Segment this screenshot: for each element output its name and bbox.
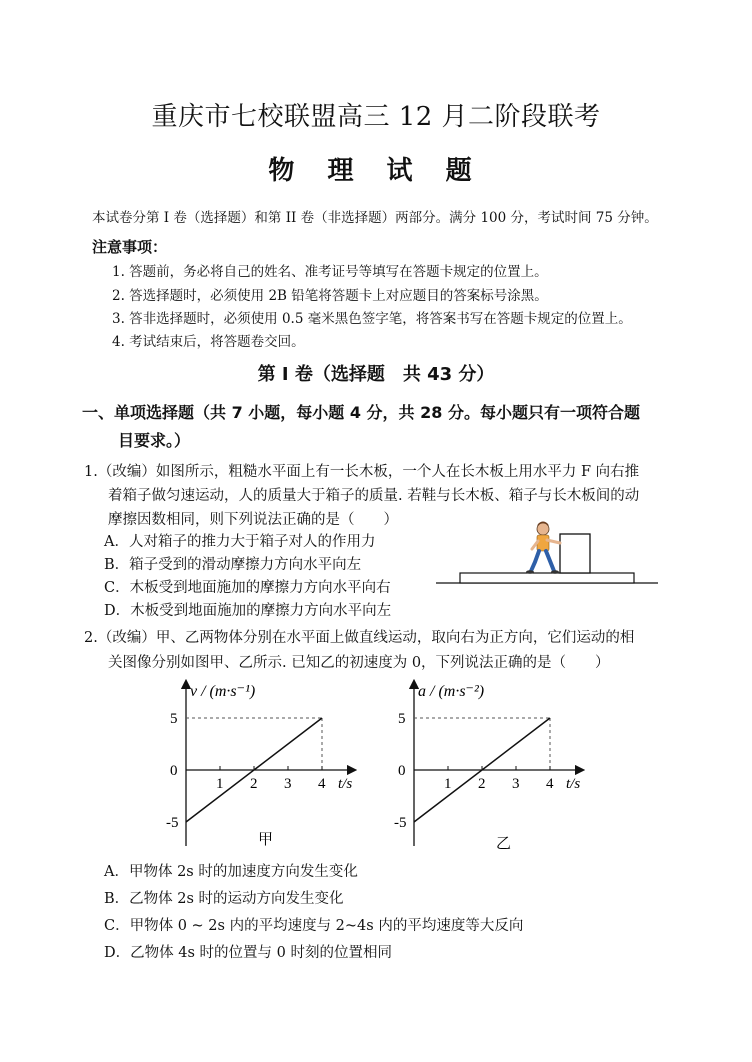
notice-item: 1. 答题前，务必将自己的姓名、准考证号等填写在答题卡规定的位置上。 <box>112 264 548 280</box>
y-tick-label: -5 <box>394 815 407 831</box>
long-board <box>460 573 634 583</box>
x-tick-label: 1 <box>444 776 452 792</box>
exam-intro: 本试卷分第 I 卷（选择题）和第 II 卷（非选择题）两部分。满分 100 分，考试时间 75 分钟。 <box>92 210 658 226</box>
section-heading: 一、单项选择题（共 7 小题，每小题 4 分，共 28 分。每小题只有一项符合题 <box>82 403 640 422</box>
question-1-line: 着箱子做匀速运动，人的质量大于箱子的质量. 若鞋与长木板、箱子与长木板间的动 <box>108 488 640 504</box>
question-1-option-c: C．木板受到地面施加的摩擦力方向水平向右 <box>104 580 391 596</box>
question-1-figure <box>432 516 662 588</box>
notice-item: 4. 考试结束后，将答题卷交回。 <box>112 334 305 350</box>
x-tick-label: 2 <box>478 776 486 792</box>
chart-yi <box>388 676 608 856</box>
y-axis-label: v / (m·s⁻¹) <box>190 683 256 700</box>
y-tick-label: -5 <box>166 815 179 831</box>
y-tick-label: 5 <box>170 711 178 727</box>
question-2-line: 2.（改编）甲、乙两物体分别在水平面上做直线运动，取向右为正方向，它们运动的相 <box>84 630 635 646</box>
x-tick-label: 1 <box>216 776 224 792</box>
chart-jia <box>160 676 380 856</box>
section-heading-cont: 目要求。） <box>118 431 191 450</box>
exam-subject: 物 理 试 题 <box>268 156 484 186</box>
question-1-option-b: B．箱子受到的滑动摩擦力方向水平向左 <box>104 557 362 573</box>
notice-item: 2. 答选择题时，必须使用 2B 铅笔将答题卡上对应题目的答案标号涂黑。 <box>112 288 548 304</box>
x-tick-label: 4 <box>546 776 554 792</box>
x-tick-label: 3 <box>512 776 520 792</box>
y-tick-label: 0 <box>398 763 406 779</box>
question-1-option-d: D．木板受到地面施加的摩擦力方向水平向左 <box>104 603 392 619</box>
x-axis-label: t/s <box>566 776 581 792</box>
x-tick-label: 2 <box>250 776 258 792</box>
chart-caption: 甲 <box>258 832 274 848</box>
question-1-line: 摩擦因数相同，则下列说法正确的是（ ） <box>108 512 398 528</box>
y-axis-label: a / (m·s⁻²) <box>418 683 485 700</box>
question-1-line: 1.（改编）如图所示，粗糙水平面上有一长木板，一个人在长木板上用水平力 F 向右推 <box>84 464 640 480</box>
question-1-option-a: A．人对箱子的推力大于箱子对人的作用力 <box>104 534 376 550</box>
part-one-title: 第 I 卷（选择题 共 43 分） <box>257 364 495 385</box>
notice-item: 3. 答非选择题时，必须使用 0.5 毫米黑色签字笔，将答案书写在答题卡规定的位置上。 <box>112 311 632 327</box>
y-tick-label: 5 <box>398 711 406 727</box>
question-2-option-d: D．乙物体 4s 时的位置与 0 时刻的位置相同 <box>104 945 392 961</box>
question-2-option-a: A．甲物体 2s 时的加速度方向发生变化 <box>104 864 358 880</box>
question-2-option-c: C．甲物体 0 ~ 2s 内的平均速度与 2~4s 内的平均速度等大反向 <box>104 918 524 934</box>
box <box>560 534 590 573</box>
chart-caption: 乙 <box>496 836 512 852</box>
x-axis-label: t/s <box>338 776 353 792</box>
notice-heading: 注意事项： <box>92 238 168 256</box>
question-2-option-b: B．乙物体 2s 时的运动方向发生变化 <box>104 891 344 907</box>
person-icon <box>526 522 560 574</box>
x-tick-label: 3 <box>284 776 292 792</box>
question-2-line: 关图像分别如图甲、乙所示. 已知乙的初速度为 0，下列说法正确的是（ ） <box>108 655 610 671</box>
exam-title: 重庆市七校联盟高三 12 月二阶段联考 <box>151 102 601 132</box>
y-tick-label: 0 <box>170 763 178 779</box>
x-tick-label: 4 <box>318 776 326 792</box>
